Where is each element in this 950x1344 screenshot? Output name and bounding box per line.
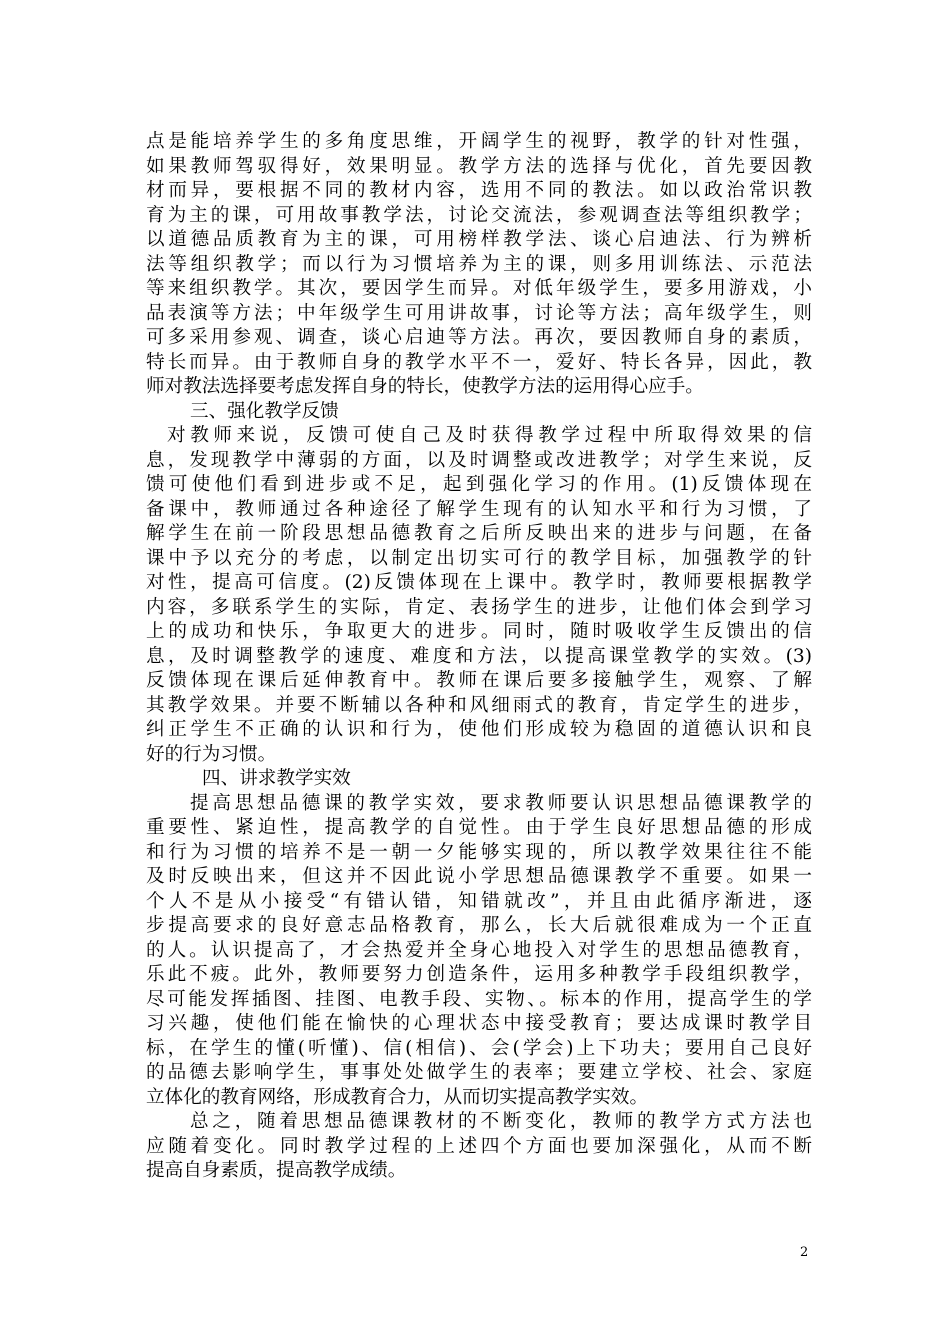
- text-line: 标，在学生的懂(听懂)、信(相信)、会(学会)上下功夫；要用自己良好: [146, 1037, 812, 1059]
- text-line: 特长而异。由于教师自身的教学水平不一，爱好、特长各异，因此，教: [146, 351, 812, 373]
- text-line: 纠正学生不正确的认识和行为，使他们形成较为稳固的道德认识和良: [146, 719, 812, 740]
- text-line: 备课中，教师通过各种途径了解学生现有的认知水平和行为习惯，了: [146, 498, 812, 520]
- text-line: 对性，提高可信度。(2)反馈体现在上课中。教学时，教师要根据教学: [146, 572, 812, 593]
- text-line: 立体化的教育网络，形成教育合力，从而切实提高教学实效。: [146, 1086, 649, 1108]
- text-line: 反馈体现在课后延伸教育中。教师在课后要多接触学生，观察、了解: [146, 670, 812, 691]
- text-line: 习兴趣，使他们能在愉快的心理状态中接受教育；要达成课时教学目: [146, 1013, 812, 1034]
- text-line: 尽可能发挥插图、挂图、电教手段、实物、。标本的作用，提高学生的学: [146, 988, 812, 1010]
- text-line: 个人不是从小接受“有错认错，知错就改”，并且由此循序渐进，逐: [146, 890, 812, 912]
- document-body: [146, 130, 812, 1184]
- text-line: 及时反映出来，但这并不因此说小学思想品德课教学不重要。如果一: [146, 866, 812, 887]
- text-line: 内容，多联系学生的实际，肯定、表扬学生的进步，让他们体会到学习: [146, 596, 812, 618]
- section-heading: [146, 400, 812, 425]
- text-line: 如果教师驾驭得好，效果明显。教学方法的选择与优化，首先要因教: [146, 155, 812, 177]
- text-line: 以道德品质教育为主的课，可用榜样教学法、谈心启迪法、行为辨析: [146, 229, 812, 250]
- text-line: 好的行为习惯。: [146, 743, 277, 765]
- text-line: 对教师来说，反馈可使自己及时获得教学过程中所取得效果的信: [167, 425, 812, 446]
- text-line: 上的成功和快乐，争取更大的进步。同时，随时吸收学生反馈出的信: [146, 621, 812, 642]
- page-number: 2: [800, 1245, 809, 1260]
- text-line: 其教学效果。并要不断辅以各种和风细雨式的教育，肯定学生的进步，: [146, 694, 812, 716]
- paragraph: [146, 424, 812, 767]
- text-line: 息，发现教学中薄弱的方面，以及时调整或改进教学；对学生来说，反: [146, 449, 812, 471]
- text-line: 的品德去影响学生，事事处处做学生的表率；要建立学校、社会、家庭: [146, 1062, 812, 1083]
- text-line: 育为主的课，可用故事教学法，讨论交流法，参观调查法等组织教学；: [146, 204, 812, 226]
- text-line: 的人。认识提高了，才会热爱并全身心地投入对学生的思想品德教育，: [146, 939, 812, 961]
- text-line: 提高思想品德课的教学实效，要求教师要认识思想品德课教学的: [190, 792, 812, 814]
- text-line: 总之，随着思想品德课教材的不断变化，教师的教学方式方法也: [190, 1111, 812, 1132]
- text-line: 和行为习惯的培养不是一朝一夕能够实现的，所以教学效果往往不能: [146, 841, 812, 863]
- text-line: 提高自身素质，提高教学成绩。: [146, 1160, 407, 1181]
- text-line: 品表演等方法；中年级学生可用讲故事，讨论等方法；高年级学生，则: [146, 302, 812, 324]
- text-line: 师对教法选择要考虑发挥自身的特长，使教学方法的运用得心应手。: [146, 376, 704, 397]
- text-line: 课中予以充分的考虑，以制定出切实可行的教学目标，加强教学的针: [146, 547, 812, 569]
- text-line: 息，及时调整教学的速度、难度和方法，以提高课堂教学的实效。(3): [146, 645, 812, 667]
- heading-text: 三、强化教学反馈: [190, 400, 339, 422]
- text-line: 点是能培养学生的多角度思维，开阔学生的视野，教学的针对性强，: [146, 131, 812, 152]
- text-line: 法等组织教学；而以行为习惯培养为主的课，则多用训练法、示范法: [146, 253, 812, 275]
- paragraph: [146, 792, 812, 1111]
- heading-text: 四、讲求教学实效: [202, 768, 351, 789]
- section-heading: [146, 767, 812, 792]
- text-line: 乐此不疲。此外，教师要努力创造条件，运用多种教学手段组织教学，: [146, 964, 812, 985]
- text-line: 步提高要求的良好意志品格教育，那么，长大后就很难成为一个正直: [146, 915, 812, 936]
- text-line: 材而异，要根据不同的教材内容，选用不同的教法。如以政治常识教: [146, 180, 812, 201]
- text-line: 等来组织教学。其次，要因学生而异。对低年级学生，要多用游戏，小: [146, 278, 812, 299]
- text-line: 应随着变化。同时教学过程的上述四个方面也要加深强化，从而不断: [146, 1135, 812, 1157]
- text-line: 馈可使他们看到进步或不足，起到强化学习的作用。(1)反馈体现在: [146, 474, 812, 495]
- paragraph: [146, 130, 812, 400]
- text-line: 重要性、紧迫性，提高教学的自觉性。由于学生良好思想品德的形成: [146, 817, 812, 838]
- text-line: 解学生在前一阶段思想品德教育之后所反映出来的进步与问题，在备: [146, 523, 812, 544]
- paragraph: [146, 1110, 812, 1184]
- text-line: 可多采用参观、调查，谈心启迪等方法。再次，要因教师自身的素质，: [146, 327, 812, 348]
